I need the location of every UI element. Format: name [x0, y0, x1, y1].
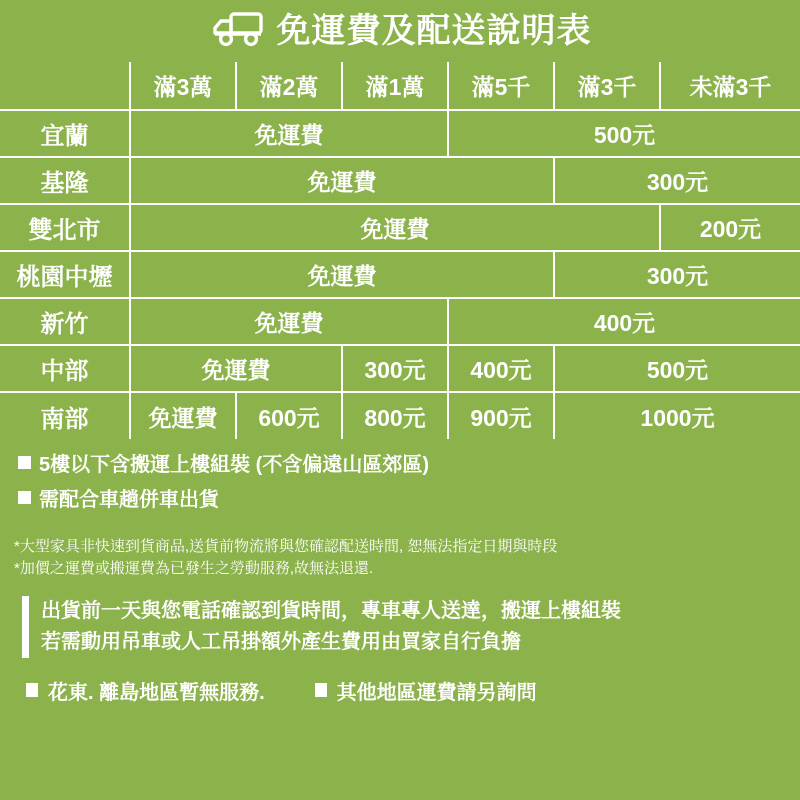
disclaimer-text: *加價之運費或搬運費為已發生之勞動服務,故無法退還.: [14, 559, 374, 577]
row-4-cell-1: 400元: [448, 298, 800, 345]
column-header-0: 滿3萬: [130, 62, 236, 110]
row-region-label: 南部: [0, 392, 130, 439]
table-row: [0, 345, 800, 392]
disclaimer-list: [0, 518, 800, 580]
row-4-cell-0: 免運費: [130, 298, 448, 345]
bottom-note-text: 其他地區運費請另詢問: [336, 681, 537, 704]
column-header-3: 滿5千: [448, 62, 554, 110]
row-region-label: 中部: [0, 345, 130, 392]
column-header-4: 滿3千: [554, 62, 660, 110]
table-row: [0, 204, 800, 251]
note-item: [18, 483, 800, 512]
table-row: [0, 392, 800, 439]
column-header-5: 未滿3千: [660, 62, 800, 110]
disclaimer-text: *大型家具非快速到貨商品,送貨前物流將與您確認配送時間, 恕無法指定日期與時段: [14, 538, 558, 555]
square-bullet-icon: [315, 683, 327, 697]
table-row: [0, 110, 800, 157]
column-header-2: 滿1萬: [342, 62, 448, 110]
row-1-cell-0: 免運費: [130, 157, 554, 204]
note-text: 5樓以下含搬運上樓組裝 (不含偏遠山區郊區): [39, 454, 429, 476]
row-5-cell-3: 500元: [554, 345, 800, 392]
bottom-note-text: 花東. 離島地區暫無服務.: [48, 681, 265, 704]
highlight-text: 出貨前一天與您電話確認到貨時間，專車專人送達，搬運上樓組裝: [41, 599, 621, 622]
row-region-label: 桃園中壢: [0, 251, 130, 298]
table-row: [0, 157, 800, 204]
notes-list: [0, 439, 800, 512]
bottom-note-item: [26, 676, 265, 705]
table-header-row: [0, 62, 800, 110]
row-2-cell-0: 免運費: [130, 204, 660, 251]
row-6-cell-3: 900元: [448, 392, 554, 439]
square-bullet-icon: [18, 491, 31, 504]
square-bullet-icon: [18, 456, 31, 469]
row-3-cell-0: 免運費: [130, 251, 554, 298]
row-1-cell-1: 300元: [554, 157, 800, 204]
row-2-cell-1: 200元: [660, 204, 800, 251]
row-0-cell-1: 500元: [448, 110, 800, 157]
row-6-cell-0: 免運費: [130, 392, 236, 439]
column-header-1: 滿2萬: [236, 62, 342, 110]
row-5-cell-0: 免運費: [130, 345, 342, 392]
header: [0, 0, 800, 62]
table-corner-cell: [0, 62, 130, 110]
bottom-note-item: [315, 676, 537, 705]
bottom-notes: [0, 658, 800, 705]
highlight-text: 若需動用吊車或人工吊掛額外產生費用由買家自行負擔: [41, 630, 521, 653]
row-region-label: 新竹: [0, 298, 130, 345]
note-item: [18, 448, 800, 477]
fee-table: [0, 62, 800, 439]
row-5-cell-1: 300元: [342, 345, 448, 392]
note-text: 需配合車趟併車出貨: [39, 489, 219, 511]
truck-icon: [209, 9, 267, 54]
table-row: [0, 251, 800, 298]
row-region-label: 宜蘭: [0, 110, 130, 157]
table-row: [0, 298, 800, 345]
row-5-cell-2: 400元: [448, 345, 554, 392]
square-bullet-icon: [26, 683, 38, 697]
row-0-cell-0: 免運費: [130, 110, 448, 157]
row-region-label: 基隆: [0, 157, 130, 204]
row-6-cell-2: 800元: [342, 392, 448, 439]
delivery-highlight-block: [0, 580, 800, 658]
row-region-label: 雙北市: [0, 204, 130, 251]
page-title: 免運費及配送說明表: [276, 12, 592, 50]
vertical-bar-accent: [22, 596, 29, 658]
row-6-cell-1: 600元: [236, 392, 342, 439]
row-3-cell-1: 300元: [554, 251, 800, 298]
row-6-cell-4: 1000元: [554, 392, 800, 439]
